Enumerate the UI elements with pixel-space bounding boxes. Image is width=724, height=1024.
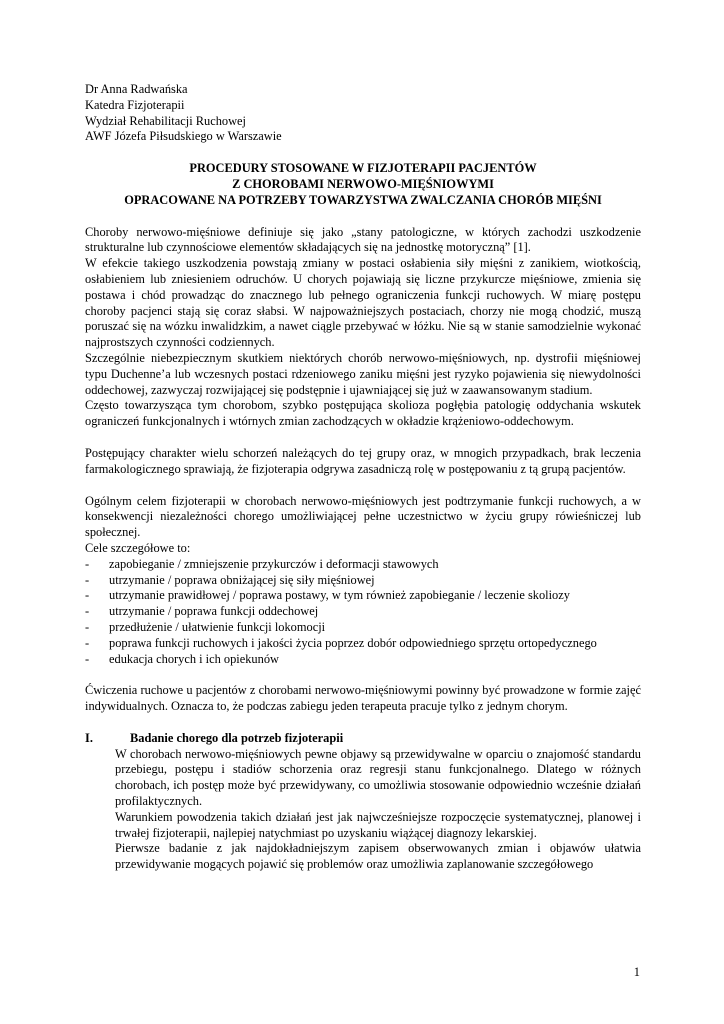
section-1-paragraph-3: Pierwsze badanie z jak najdokładniejszym zapisem obserwowanych zmian i objawów ułatwia przewidywanie mogących pojawić się problemów oraz umożliwia zaplanowanie szczegółowego <box>115 841 641 872</box>
goals-list <box>85 557 641 668</box>
author-faculty: Wydział Rehabilitacji Ruchowej <box>85 113 246 128</box>
intro-paragraph-3: Szczególnie niebezpiecznym skutkiem niektórych chorób nerwowo-mięśniowych, np. dystrofii mięśniowej typu Duchenne’a lub wczesnych postaci rdzeniowego zaniku mięśni jest ryzyko pojawienia się niewydolności oddechowej, zazwyczaj rozwijającej się podstępnie i ujawniającej się już w zaawansowanym stadium. <box>85 350 641 397</box>
section-1-heading <box>85 731 641 747</box>
list-dash: - <box>85 556 90 571</box>
list-item: - zapobieganie / zmniejszenie przykurczów i deformacji stawowych <box>85 556 439 571</box>
section-1-body <box>85 747 641 873</box>
specific-goals-label: Cele szczegółowe to: <box>85 540 191 555</box>
section-1 <box>85 731 641 873</box>
exercises-paragraph: Ćwiczenia ruchowe u pacjentów z chorobami nerwowo-mięśniowymi powinny być prowadzone w formie zajęć indywidualnych. Oznacza to, że podczas zabiegu jeden terapeuta pracuje tylko z jednym chorym. <box>85 683 641 714</box>
progressive-paragraph: Postępujący charakter wielu schorzeń należących do tej grupy oraz, w mnogich przypadkach, brak leczenia farmakologicznego sprawiają, że fizjoterapia odgrywa zasadniczą rolę w postępowaniu z tą grupą pacjentów. <box>85 445 641 476</box>
intro-section <box>85 225 641 430</box>
intro-paragraph-2: W efekcie takiego uszkodzenia powstają zmiany w postaci osłabienia siły mięśni z zanikiem, wiotkością, osłabieniem lub zniesieniem odruchów. U chorych pojawiają się liczne przykurcze mięśniowe, zmienia się postawa i chód prowadząc do znacznego lub pełnego ograniczenia funkcji ruchowych. W miarę postępu choroby pacjenci stają się coraz słabsi. W najpoważniejszych postaciach, chorzy nie mogą chodzić, muszą poruszać się na wózku inwalidzkim, a nawet ciągle przebywać w łóżku. Nie są w stanie samodzielnie wykonać najprostszych czynności codziennych. <box>85 256 641 350</box>
list-dash: - <box>85 651 90 666</box>
document-title <box>85 161 641 208</box>
section-1-paragraph-2: Warunkiem powodzenia takich działań jest jak najwcześniejsze rozpoczęcie systematycznej, planowej i trwałej fizjoterapii, najlepiej natychmiast po uzyskaniu wiążącej diagnozy lekarskiej. <box>115 809 641 840</box>
author-university: AWF Józefa Piłsudskiego w Warszawie <box>85 129 282 144</box>
page-number: 1 <box>633 965 640 979</box>
document-page <box>85 82 641 873</box>
goals-section <box>85 494 641 668</box>
list-item: - utrzymanie / poprawa funkcji oddechowej <box>85 604 319 619</box>
section-title: Badanie chorego dla potrzeb fizjoterapii <box>130 730 344 745</box>
list-dash: - <box>85 572 90 587</box>
list-item: - edukacja chorych i ich opiekunów <box>85 651 279 666</box>
list-dash: - <box>85 604 90 619</box>
section-number: I. <box>85 730 93 745</box>
general-goal-paragraph: Ogólnym celem fizjoterapii w chorobach nerwowo-mięśniowych jest podtrzymanie funkcji ruchowych, a w konsekwencji niezależności chorego umożliwiającej pełne uczestnictwo w życiu grupy rówieśniczej lub społecznej. <box>85 493 641 540</box>
title-line-1: PROCEDURY STOSOWANE W FIZJOTERAPII PACJENTÓW <box>189 161 537 176</box>
author-block <box>85 82 641 145</box>
intro-paragraph-1: Choroby nerwowo-mięśniowe definiuje się jako „stany patologiczne, w których zachodzi uszkodzenie strukturalne lub czynnościowe elementów składających się na jednostkę motoryczną” [1]. <box>85 224 641 255</box>
list-item: - przedłużenie / ułatwienie funkcji lokomocji <box>85 619 326 634</box>
list-dash: - <box>85 635 90 650</box>
author-department: Katedra Fizjoterapii <box>85 97 185 112</box>
section-1-paragraph-1: W chorobach nerwowo-mięśniowych pewne objawy są przewidywalne w oparciu o znajomość standardu przebiegu, postępu i stadiów schorzenia oraz regresji stanu funkcjonalnego. Dlatego w różnych chorobach, ich postęp może być przewidywany, co umożliwia stosowanie odpowiednio wcześnie działań profilaktycznych. <box>115 746 641 809</box>
title-line-2: Z CHOROBAMI NERWOWO-MIĘŚNIOWYMI <box>232 176 494 191</box>
list-dash: - <box>85 588 90 603</box>
list-item: - utrzymanie prawidłowej / poprawa postawy, w tym również zapobieganie / leczenie skoliozy <box>85 588 570 603</box>
list-dash: - <box>85 619 90 634</box>
list-item: - utrzymanie / poprawa obniżającej się siły mięśniowej <box>85 572 375 587</box>
intro-paragraph-4: Często towarzysząca tym chorobom, szybko postępująca skolioza pogłębia patologię oddychania wskutek ograniczeń funkcjonalnych i wtórnych zmian zachodzących w okładzie krążeniowo-oddechowym. <box>85 398 641 429</box>
author-name: Dr Anna Radwańska <box>85 82 188 96</box>
title-line-3: OPRACOWANE NA POTRZEBY TOWARZYSTWA ZWALCZANIA CHORÓB MIĘŚNI <box>124 192 602 207</box>
list-item: - poprawa funkcji ruchowych i jakości życia poprzez dobór odpowiedniego sprzętu ortopedycznego <box>85 635 597 650</box>
